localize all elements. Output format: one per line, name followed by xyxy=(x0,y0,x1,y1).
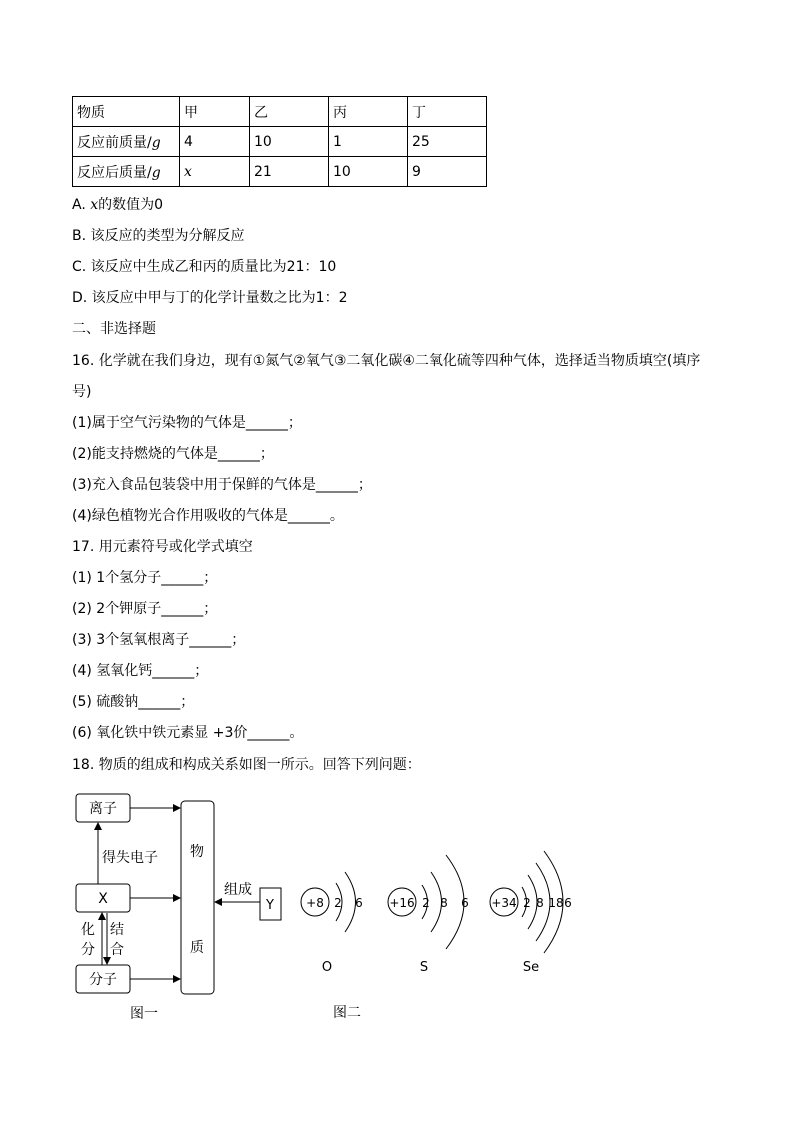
shell-electrons: 2 xyxy=(422,896,430,910)
q16-stem: 16. 化学就在我们身边，现有①氮气②氧气③二氧化碳④二氧化硫等四种气体，选择适当物质填空(填序 xyxy=(72,353,701,369)
molecule-label: 分子 xyxy=(89,972,117,988)
compose-label: 组成 xyxy=(224,882,252,898)
element-symbol: S xyxy=(419,960,429,975)
section-heading: 二、非选择题 xyxy=(72,321,156,337)
table-header-cell: 丙 xyxy=(329,97,408,127)
table-row xyxy=(73,127,487,157)
table-cell: 4 xyxy=(180,127,250,157)
q16-item: (3)充入食品包装袋中用于保鲜的气体是______； xyxy=(72,477,372,493)
q18-stem: 18. 物质的组成和构成关系如图一所示。回答下列问题： xyxy=(72,757,421,773)
combine-label-2: 合 xyxy=(110,942,124,958)
q17-item: (3) 3个氢氧根离子______； xyxy=(72,632,246,648)
q17-item: (2) 2个钾原子______； xyxy=(72,601,218,617)
option-d: D. 该反应中甲与丁的化学计量数之比为1：2 xyxy=(72,290,348,306)
figure-one-caption: 图一 xyxy=(130,1006,158,1022)
table-header-cell: 丁 xyxy=(408,97,487,127)
q17-item: (4) 氢氧化钙______； xyxy=(72,663,209,679)
figure-two xyxy=(290,845,590,1025)
ion-label: 离子 xyxy=(89,801,117,817)
matter-label-bottom: 质 xyxy=(190,940,204,956)
q16-item: (1)属于空气污染物的气体是______； xyxy=(72,415,302,431)
oxygen-atom xyxy=(301,872,363,975)
table-cell: 1 xyxy=(329,127,408,157)
nucleus-charge: +16 xyxy=(389,896,415,910)
nucleus-charge: +34 xyxy=(491,896,517,910)
shell-electrons: 6 xyxy=(564,896,572,910)
table-cell: 10 xyxy=(250,127,329,157)
table-cell: 21 xyxy=(250,157,329,187)
row-label: 反应前质量/g xyxy=(73,127,180,157)
table-header-cell: 甲 xyxy=(180,97,250,127)
x-label: X xyxy=(98,891,108,907)
option-c: C. 该反应中生成乙和丙的质量比为21：10 xyxy=(72,259,337,275)
table-header-cell: 乙 xyxy=(250,97,329,127)
gain-lose-label: 得失电子 xyxy=(102,850,158,866)
matter-box xyxy=(181,801,214,994)
option-b: B. 该反应的类型为分解反应 xyxy=(72,228,245,244)
mass-table xyxy=(72,96,487,187)
q16-stem-cont: 号) xyxy=(72,384,92,400)
compose-part xyxy=(214,870,284,930)
q16-item: (2)能支持燃烧的气体是______； xyxy=(72,446,274,462)
table-cell: 10 xyxy=(329,157,408,187)
table-header-cell: 物质 xyxy=(73,97,180,127)
combine-label-1: 结 xyxy=(110,922,124,938)
sulfur-atom xyxy=(388,855,469,975)
y-label: Y xyxy=(266,898,274,913)
table-cell: 25 xyxy=(408,127,487,157)
matter-label-top: 物 xyxy=(190,844,204,860)
shell-electrons: 18 xyxy=(548,896,564,910)
shell-electrons: 6 xyxy=(461,896,469,910)
row-label: 反应后质量/g xyxy=(73,157,180,187)
q16-item: (4)绿色植物光合作用吸收的气体是______。 xyxy=(72,508,344,524)
option-a: A. x的数值为0 xyxy=(72,197,164,213)
q17-item: (1) 1个氢分子______； xyxy=(72,570,218,586)
shell-electrons: 6 xyxy=(355,896,363,910)
element-symbol: O xyxy=(321,960,333,975)
nucleus-charge: +8 xyxy=(306,896,324,910)
table-cell: 9 xyxy=(408,157,487,187)
shell-electrons: 8 xyxy=(536,896,544,910)
selenium-atom xyxy=(490,851,572,975)
element-symbol: Se xyxy=(522,960,540,975)
decompose-label-1: 化 xyxy=(81,922,95,938)
table-cell: x xyxy=(180,157,250,187)
shell-electrons: 2 xyxy=(334,896,342,910)
shell-electrons: 8 xyxy=(440,896,448,910)
q17-stem: 17. 用元素符号或化学式填空 xyxy=(72,539,253,555)
q17-item: (6) 氧化铁中铁元素显 +3价______。 xyxy=(72,725,304,741)
shell-electrons: 2 xyxy=(523,896,531,910)
figure-two-caption: 图二 xyxy=(333,1005,361,1021)
q17-item: (5) 硫酸钠______； xyxy=(72,694,195,710)
decompose-label-2: 分 xyxy=(81,942,95,958)
table-header-row xyxy=(73,97,487,127)
electron-shell xyxy=(345,872,356,932)
table-row xyxy=(73,157,487,187)
